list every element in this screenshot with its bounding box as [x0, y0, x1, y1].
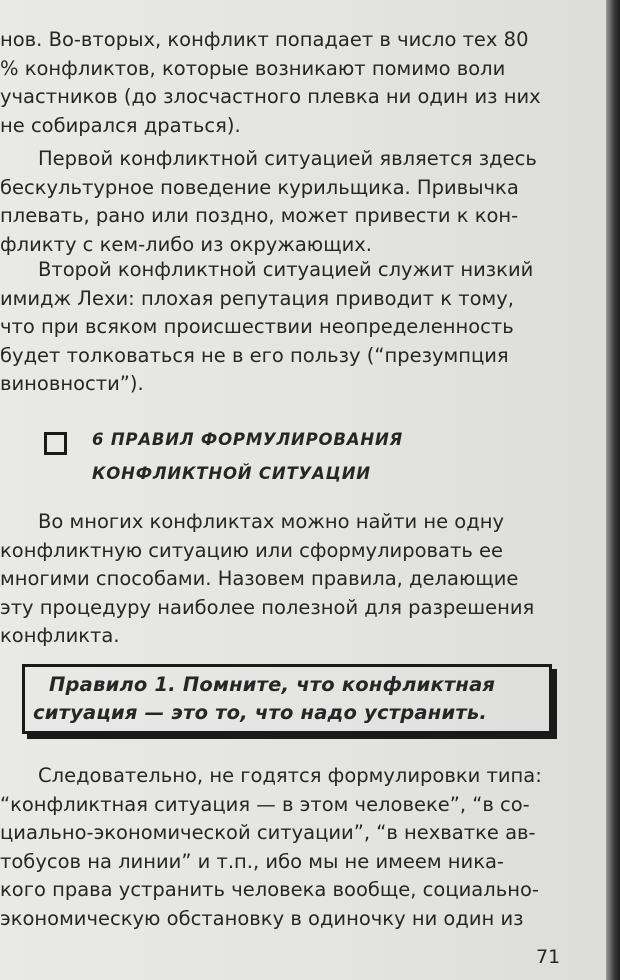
- text-line: кого права устранить человека вообще, социально-: [0, 878, 539, 902]
- text-line: плевать, рано или поздно, может привести к кон-: [0, 204, 519, 228]
- heading-line-2: КОНФЛИКТНОЙ СИТУАЦИИ: [92, 464, 371, 483]
- paragraph-first-situation: [0, 145, 560, 259]
- text-line: Следовательно, не годятся формулировки типа:: [38, 764, 542, 787]
- text-line: будет толковаться не в его пользу (“презумпция: [0, 343, 509, 367]
- page-number: 71: [536, 946, 561, 968]
- paragraph-second-situation: [0, 256, 560, 399]
- text-line: что при всяком происшествии неопределенность: [0, 315, 514, 339]
- rule-line-1: Правило 1. Помните, что конфликтная: [49, 673, 496, 696]
- text-line: нов. Во-вторых, конфликт попадает в число тех 80: [0, 28, 529, 51]
- text-line: эту процедуру наиболее полезной для разрешения: [0, 595, 535, 619]
- text-line: циально-экономической ситуации”, “в нехватке ав-: [0, 821, 536, 845]
- text-line: “конфликтная ситуация — в этом человеке”, “в со-: [0, 792, 530, 816]
- checkbox-square-icon: [44, 432, 67, 455]
- text-line: бескультурное поведение курильщика. Привычка: [0, 175, 519, 199]
- text-line: конфликтную ситуацию или сформулировать ее: [0, 538, 504, 562]
- paragraph-consequence: [0, 762, 560, 934]
- section-heading: [0, 430, 560, 494]
- paragraph-continuation: [0, 26, 560, 140]
- text-line: Первой конфликтной ситуацией является здесь: [38, 147, 537, 170]
- text-line: тобусов на линии” и т.п., ибо мы не имеем ника-: [0, 849, 504, 873]
- text-line: не собирался драться).: [0, 113, 241, 137]
- rule-line-2: ситуация — это то, что надо устранить.: [33, 701, 487, 724]
- book-spine-edge: [606, 0, 620, 980]
- text-line: экономическую обстановку в одиночку ни один из: [0, 906, 524, 930]
- paragraph-rules-intro: [0, 508, 560, 651]
- rule-callout-box: [22, 664, 552, 734]
- text-line: многими способами. Назовем правила, делающие: [0, 567, 519, 591]
- text-line: имидж Лехи: плохая репутация приводит к тому,: [0, 286, 515, 310]
- text-line: участников (до злосчастного плевка ни один из них: [0, 85, 541, 109]
- text-line: Второй конфликтной ситуацией служит низкий: [38, 258, 534, 281]
- text-line: Во многих конфликтах можно найти не одну: [38, 510, 504, 533]
- text-line: конфликта.: [0, 624, 120, 648]
- text-line: фликту с кем-либо из окружающих.: [0, 232, 372, 256]
- text-line: % конфликтов, которые возникают помимо воли: [0, 56, 506, 80]
- heading-line-1: 6 ПРАВИЛ ФОРМУЛИРОВАНИЯ: [92, 430, 404, 449]
- text-line: виновности”).: [0, 372, 144, 396]
